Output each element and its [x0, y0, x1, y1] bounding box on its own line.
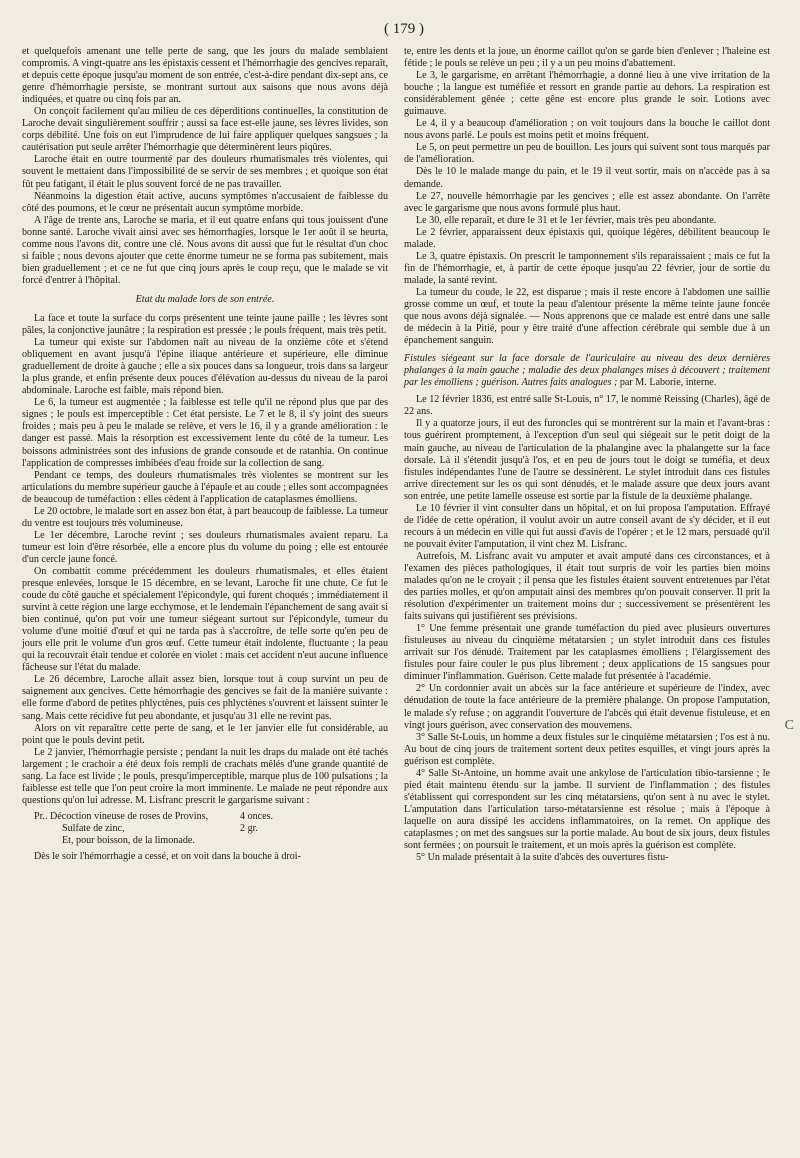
paragraph: On combattit comme précédemment les douleurs rhumatismales, et elles étaient presque enlevées, lorsque le 15 décembre, en se levant, Laroche fit une chute. Ce fut le coude du côté gauche et spécialement l'épicondyle, qui furent choqués ; immédiatement il survint à cette région une large ecchymose, et le lendemain l'épanchement de sang avait si bien continué, qu'on put voir une tumeur siégeant surtout sur l'épicondyle, tumeur du volume d'une moitié d'œuf et qui ne tarda pas à s'accroître, de telle sorte qu'en peu de jours elle prit le volume d'un gros œuf. Cette tumeur était indolente, fluctuante ; la peau qui la recouvrait était tendue et colorée en violet : mais cet accident n'eut aucune influence fâcheuse sur l'état du malade.	[22, 565, 388, 674]
paragraph: Le 2 février, apparaissent deux épistaxis qui, quoique légères, débilitent beaucoup le malade.	[404, 226, 770, 250]
paragraph: Il y a quatorze jours, il eut des furoncles qui se montrèrent sur la main et l'avant-bras : tous guérirent promptement, à l'exception d'un seul qui siégeait sur le petit doigt de la main gauche, au niveau de l'articulation de la phalangine avec la phalangette sur la face dorsale. Là il s'étendit jusqu'à l'os, et en peu de jours tout le doigt se tuméfia, et deux fistules indépendantes l'une de l'autre se dessinèrent. Le stylet introduit dans ces fistules arrive directement sur les os qui sont dénudés, et le malade assure que deux jours avant son entrée, une petite lamelle osseuse est sortie par la fistule de la deuxième phalange.	[404, 418, 770, 502]
paragraph: Le 1er décembre, Laroche revint ; ses douleurs rhumatismales avaient reparu. La tumeur est loin d'être résorbée, elle a encore plus du volume du poing ; elle est entourée d'un cercle jaune foncé.	[22, 529, 388, 565]
paragraph: Le 4, il y a beaucoup d'amélioration ; on voit toujours dans la bouche le caillot dont nous avons parlé. Le pouls est moins petit et moins fréquent.	[404, 118, 770, 142]
paragraph: A l'âge de trente ans, Laroche se maria, et il eut quatre enfans qui tous jouissent d'une bonne santé. Laroche vivait ainsi avec ses hémorrhagies, lorsque le 1er août il se heurta, comme nous l'avons dit, contre une clé. Nous avons dit aussi que fut le résultat d'un choc si faible ; nous devons ajouter que cette énorme tumeur ne se forma pas subitement, mais bien graduellement ; et ce ne fut que cinq jours après le coup reçu, que le malade se vit forcé d'entrer à l'hôpital.	[22, 214, 388, 286]
prescription-dose	[240, 835, 300, 847]
paragraph: et quelquefois amenant une telle perte de sang, que les jours du malade semblaient compromis. A vingt-quatre ans les épistaxis cessent et l'hémorrhagie des gencives reparaît, et depuis cette époque jusqu'au moment de son entrée, c'est-à-dire pendant dix-sept ans, ce genre d'hémorrhagie persiste, se montrant surtout aux saisons que nous avons déjà indiquées, et quatre ou cinq fois par an.	[22, 46, 388, 106]
paragraph: Le 20 octobre, le malade sort en assez bon état, à part beaucoup de faiblesse. La tumeur du ventre est toujours très volumineuse.	[22, 505, 388, 529]
right-column	[404, 46, 770, 864]
paragraph: On conçoit facilement qu'au milieu de ces déperditions continuelles, la constitution de Laroche devait singulièrement souffrir ; aussi sa face est-elle jaune, ses lèvres livides, son corps débilité. Une fois on eut l'imprudence de lui faire appliquer quelques sangsues ; la cautérisation put seule arrêter l'hémorrhagie que déterminèrent leurs piqûres.	[22, 106, 388, 154]
case-heading-text: Fistules siégeant sur la face dorsale de l'auriculaire au niveau des deux dernières phalanges à la main gauche ; maladie des deux phalanges mises à découvert ; traitement par les émolliens ; guérison. Autres faits analogues ;	[404, 353, 770, 389]
paragraph: Le 12 février 1836, est entré salle St-Louis, n° 17, le nommé Reissing (Charles), âgé de 22 ans.	[404, 394, 770, 418]
page-number: ( 179 )	[384, 21, 424, 37]
margin-mark: C	[784, 718, 794, 733]
prescription-item: Sulfate de zinc,	[62, 822, 125, 834]
paragraph: Pendant ce temps, des douleurs rhumatismales très violentes se montrent sur les articulations du membre supérieur gauche à l'épaule et au coude ; elles sont accompagnées de beaucoup de tuméfaction : elles cèdent à l'application de cataplasmes émolliens.	[22, 469, 388, 505]
paragraph: Le 30, elle reparaît, et dure le 31 et le 1er février, mais très peu abondante.	[416, 214, 717, 226]
case-author: par M. Laborie, interne.	[617, 377, 717, 389]
paragraph: Dès le soir l'hémorrhagie a cessé, et on voit dans la bouche à droi-	[34, 851, 301, 863]
prescription-item: Et, pour boisson, de la limonade.	[62, 835, 195, 846]
prescription-item: Pr.. Décoction vineuse de roses de Provins,	[34, 810, 209, 822]
paragraph: 3° Salle St-Louis, un homme a deux fistules sur le cinquième métatarsien ; l'os est à nu. Au bout de cinq jours de traitement sortent deux petites esquilles, et vingt jours après la guérison est complète.	[404, 731, 770, 767]
paragraph: Le 26 décembre, Laroche allait assez bien, lorsque tout à coup survint un peu de saignement aux gencives. Cette hémorrhagie des gencives se fait de la manière suivante : elle forme d'abord de petites phlyctènes, puis ces phlyctènes s'ouvrent et laissent suinter le sang. Mais cette récidive fut peu abondante, et jusqu'au 31 elle ne revint pas.	[22, 674, 388, 722]
text-columns	[22, 46, 786, 864]
paragraph: La face et toute la surface du corps présentent une teinte jaune paille ; les lèvres sont pâles, la conjonctive jaunâtre ; la respiration est pressée ; le pouls fréquent, mais très petit.	[22, 312, 388, 337]
paragraph: Le 10 février il vint consulter dans un hôpital, et on lui proposa l'amputation. Effrayé de l'idée de cette opération, il voulut avoir un autre conseil avant de s'y décider, et il eut recours à un médecin en ville qui fut aussi d'avis de l'opérer ; et le 12 mars, persuadé qu'il ne pouvait éviter l'amputation, il vint chez M. Lisfranc.	[404, 502, 770, 550]
paragraph: Dès le 10 le malade mange du pain, et le 19 il veut sortir, mais on n'accède pas à sa demande.	[404, 166, 770, 190]
left-column	[22, 46, 388, 864]
paragraph: 4° Salle St-Antoine, un homme avait une ankylose de l'articulation tibio-tarsienne ; le pied était maintenu étendu sur la jambe. Il survient de l'inflammation ; des fistules s'établissent qui correspondent sur les cinq métatarsiens, qu'on sent à nu avec le stylet. L'amputation dans l'articulation tarso-métatarsienne est résolue ; mais à l'époque à laquelle on aura dissipé les accidens inflammatoires, on la remet. On applique des cataplasmes ; on met des sangsues sur la portie malade. Au bout de six jours, deux fistules sont fermées ; on poursuit le traitement, et un mois après la guérison est complète.	[404, 767, 770, 852]
paragraph: Laroche était en outre tourmenté par des douleurs rhumatismales très violentes, qui souvent le mettaient dans l'impossibilité de se servir de ses membres ; et quoique son état fût peu fatigant, il était le plus souvent forcé de ne pas travailler.	[22, 154, 388, 190]
case-heading	[404, 353, 770, 389]
paragraph: Alors on vit reparaître cette perte de sang, et le 1er janvier elle fut considérable, au point que le pouls devint petit.	[22, 722, 388, 746]
paragraph: 1° Une femme présentait une grande tuméfaction du pied avec plusieurs ouvertures fistuleuses au niveau du cinquième métatarsien ; un stylet introduit dans ces fistules arrivait sur l'os dénudé. Traitement par les cataplasmes émolliens ; l'élargissement des fistules pour faire couler le pus plus librement ; deux applications de 15 sangsues pour diminuer l'inflammation. Guérison. Cette malade fut présentée à l'académie.	[404, 623, 770, 683]
section-title: Etat du malade lors de son entrée.	[135, 293, 275, 305]
prescription-dose: 4 onces.	[240, 810, 274, 822]
paragraph: te, entre les dents et la joue, un énorme caillot qu'on se garde bien d'enlever ; l'haleine est fétide ; le pouls se relève un peu ; il y a un peu moins d'abattement.	[404, 46, 770, 70]
paragraph: La tumeur qui existe sur l'abdomen naît au niveau de la onzième côte et s'étend obliquement en avant jusqu'à l'épine iliaque antérieure et supérieure, elle diminue graduellement de droite à gauche ; elle a six pouces dans sa longueur, trois dans sa largeur la plus grande, et enfin présente deux pouces d'élévation au-dessus du niveau de la paroi abdominale. Laroche est faible, mais répond bien.	[22, 337, 388, 397]
prescription	[22, 811, 388, 847]
paragraph: Néanmoins la digestion était active, aucuns symptômes n'accusaient de faiblesse du côté des poumons, et le cœur ne présentait aucun symptôme morbide.	[22, 190, 388, 214]
paragraph: Le 2 janvier, l'hémorrhagie persiste ; pendant la nuit les draps du malade ont été tachés largement ; le crachoir a été deux fois rempli de crachats mêlés d'une grande quantité de sang. La face est livide ; le pouls, presqu'imperceptible, marque plus de 100 pulsations ; la faiblesse est telle que l'on peut croire la mort imminente. Le malade ne peut répondre aux questions qu'on lui adresse. M. Lisfranc prescrit le gargarisme suivant :	[22, 746, 388, 806]
paragraph: Le 3, quatre épistaxis. On prescrit le tamponnement s'ils reparaissaient ; mais ce fut la fin de l'hémorrhagie, et, à partir de cette époque jusqu'au 22 février, jour de sortie du malade, la santé revint.	[404, 250, 770, 286]
paragraph: Autrefois, M. Lisfranc avait vu amputer et avait amputé dans ces circonstances, et à l'examen des pièces pathologiques, il était tout surpris de voir les parties bien moins malades qu'on ne le croyait ; il pensa que les fistules étaient souvent entretenues par l'état des parties molles, et qu'on amputait ainsi des membres qu'on pouvait conserver. Il prit la résolution d'expérimenter un traitement moins dur ; successivement se présentèrent les faits suivans qui justifièrent ses prévisions.	[404, 550, 770, 623]
paragraph: 5° Un malade présentait à la suite d'abcès des ouvertures fistu-	[416, 852, 669, 864]
paragraph: Le 27, nouvelle hémorrhagie par les gencives ; elle est assez abondante. On l'arrête avec le gargarisme que nous avons formulé plus haut.	[404, 190, 770, 214]
paragraph: La tumeur du coude, le 22, est disparue ; mais il reste encore à l'abdomen une saillie grosse comme un œuf, et toute la peau d'alentour présente la même teinte jaune foncée que nous avons déjà signalée. — Nous apprenons que ce malade est entré dans une salle de médecin à la Pitié, pour y être traité d'une affection cérébrale qui semble due à un épanchement sanguin.	[404, 286, 770, 347]
paragraph: Le 6, la tumeur est augmentée ; la faiblesse est telle qu'il ne répond plus que par des signes ; le pouls est imperceptible : Cet état persiste. Le 7 et le 8, il s'y joint des sueurs froides ; mais peu à peu le malade se relève, et vers le 16, il y a grande amélioration : le danger est passé. Mais la résorption est excessivement lente du côté de la tumeur. Les boissons administrées sont des infusions de grande consoude et de ratanhia. On continue l'application de compresses imbibées d'eau froide sur la collection de sang.	[22, 397, 388, 469]
paragraph: 2° Un cordonnier avait un abcès sur la face antérieure et supérieure de l'index, avec dénudation de toute la face antérieure de la première phalange. On propose l'amputation, le malade s'y refuse ; on aggrandit l'ouverture de l'abcès qui était devenue fistuleuse, et en vingt jours guérison, avec conservation des mouvemens.	[404, 683, 770, 731]
paragraph: Le 5, on peut permettre un peu de bouillon. Les jours qui suivent sont tous marqués par de l'amélioration.	[404, 142, 770, 166]
paragraph: Le 3, le gargarisme, en arrêtant l'hémorrhagie, a donné lieu à une vive irritation de la bouche ; la langue est tuméfiée et ressort en grande partie au dehors. La respiration est considérablement gênée ; cette gêne est encore plus grande le soir. Lotions avec guimauve.	[404, 70, 770, 118]
prescription-dose: 2 gr.	[240, 822, 258, 834]
